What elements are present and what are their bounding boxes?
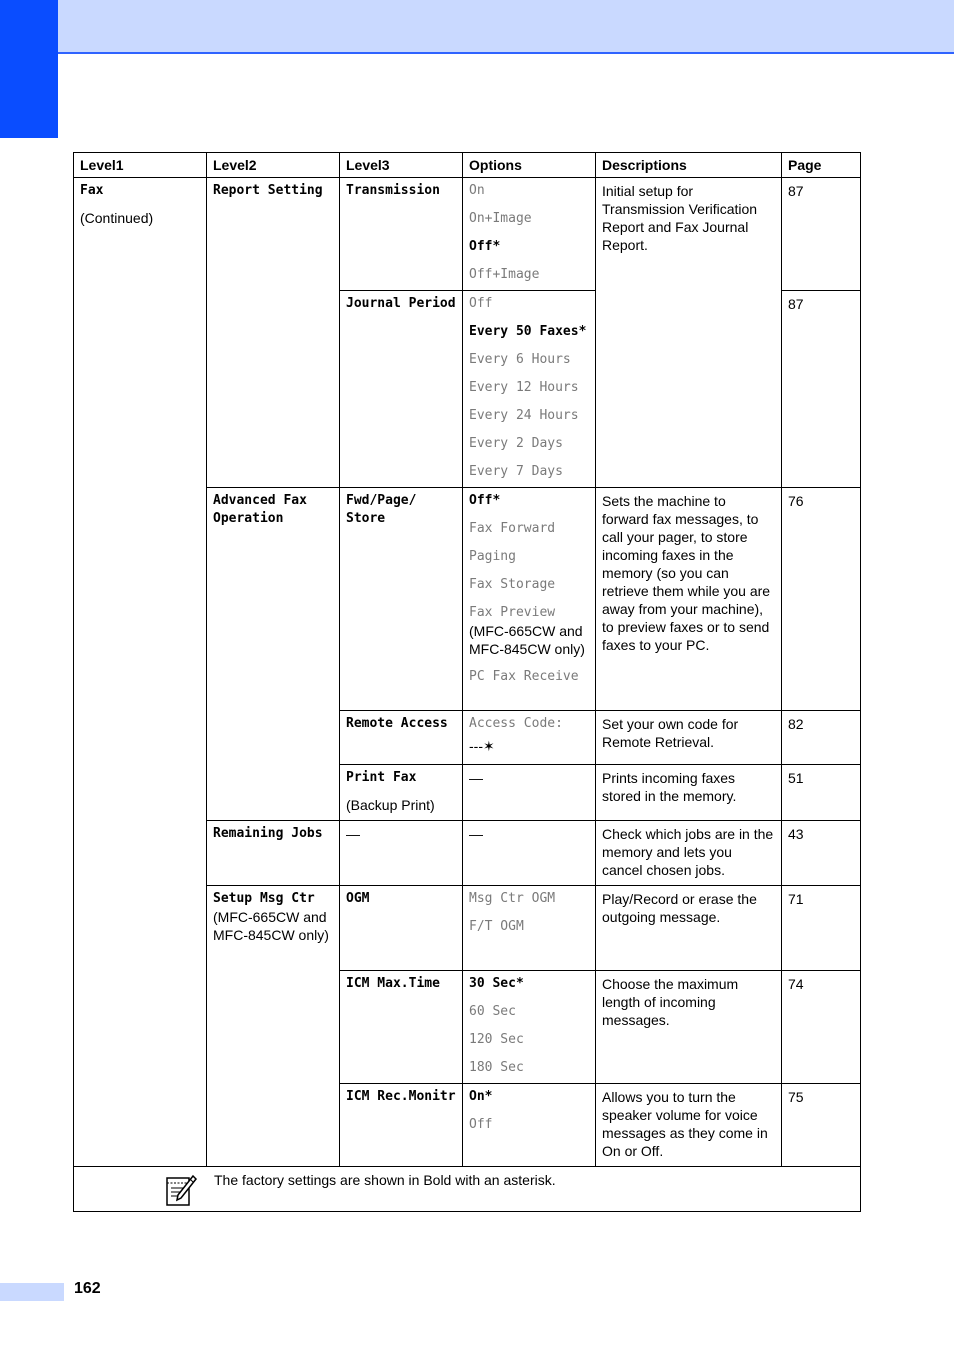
description-icm-rec: Allows you to turn the speaker volume for voice messages as they come in On or Off.	[596, 1084, 782, 1167]
level3-ogm: OGM	[340, 886, 463, 971]
level3-remaining: —	[340, 821, 463, 886]
header-level2: Level2	[207, 153, 340, 178]
header-level3: Level3	[340, 153, 463, 178]
description-ogm: Play/Record or erase the outgoing message.	[596, 886, 782, 971]
page-number-band	[0, 1283, 64, 1301]
menu-table	[73, 152, 861, 1212]
options-ogm: Msg Ctr OGM F/T OGM	[463, 886, 596, 971]
header-descriptions: Descriptions	[596, 153, 782, 178]
level3-remote: Remote Access	[340, 711, 463, 765]
level1-sub: (Continued)	[80, 210, 154, 226]
options-icm-max: 30 Sec* 60 Sec 120 Sec 180 Sec	[463, 971, 596, 1084]
description-report: Initial setup for Transmission Verification Report and Fax Journal Report.	[596, 178, 782, 488]
table-row	[74, 178, 861, 291]
page-print-fax: 51	[782, 765, 861, 821]
options-fwd: Off* Fax Forward Paging Fax Storage Fax Preview (MFC-665CW and MFC-845CW only) PC Fax Receive	[463, 488, 596, 711]
options-remaining: —	[463, 821, 596, 886]
level3-icm-rec: ICM Rec.Monitr	[340, 1084, 463, 1167]
description-remote: Set your own code for Remote Retrieval.	[596, 711, 782, 765]
page-ogm: 71	[782, 886, 861, 971]
level3-print-fax: Print Fax (Backup Print)	[340, 765, 463, 821]
note-row	[74, 1167, 861, 1212]
level2-report-setting: Report Setting	[207, 178, 340, 488]
level2-remaining: Remaining Jobs	[207, 821, 340, 886]
chapter-tab	[0, 0, 58, 138]
page-remote: 82	[782, 711, 861, 765]
level2-advanced: Advanced Fax Operation	[207, 488, 340, 821]
page-icm-rec: 75	[782, 1084, 861, 1167]
page-icm-max: 74	[782, 971, 861, 1084]
level1-cell	[74, 178, 207, 1167]
description-icm-max: Choose the maximum length of incoming messages.	[596, 971, 782, 1084]
options-journal: Off Every 50 Faxes* Every 6 Hours Every 12 Hours Every 24 Hours Every 2 Days Every 7 Days	[463, 291, 596, 488]
options-icm-rec: On* Off	[463, 1084, 596, 1167]
page-remaining: 43	[782, 821, 861, 886]
note-pencil-icon	[164, 1173, 198, 1207]
options-remote: Access Code: ---✶	[463, 711, 596, 765]
page-transmission: 87	[782, 178, 861, 291]
page-journal: 87	[782, 291, 861, 488]
options-print-fax: —	[463, 765, 596, 821]
header-level1: Level1	[74, 153, 207, 178]
level3-fwd: Fwd/Page/ Store	[340, 488, 463, 711]
level1-name: Fax	[80, 183, 104, 198]
description-print-fax: Prints incoming faxes stored in the memory.	[596, 765, 782, 821]
note-text: The factory settings are shown in Bold with an asterisk.	[214, 1172, 556, 1188]
page-number: 162	[74, 1280, 101, 1297]
description-remaining: Check which jobs are in the memory and lets you cancel chosen jobs.	[596, 821, 782, 886]
page-fwd: 76	[782, 488, 861, 711]
header-page: Page	[782, 153, 861, 178]
level3-journal: Journal Period	[340, 291, 463, 488]
table-header-row	[74, 153, 861, 178]
level3-transmission: Transmission	[340, 178, 463, 291]
level2-setup-msg: Setup Msg Ctr (MFC-665CW and MFC-845CW only)	[207, 886, 340, 1167]
header-options: Options	[463, 153, 596, 178]
level3-icm-max: ICM Max.Time	[340, 971, 463, 1084]
header-band	[0, 0, 954, 54]
options-transmission: On On+Image Off* Off+Image	[463, 178, 596, 291]
description-fwd: Sets the machine to forward fax messages, to call your pager, to store incoming faxes in the memory (so you can retrieve them while you are away from your machine), to preview faxes or to send faxes to your PC.	[596, 488, 782, 711]
